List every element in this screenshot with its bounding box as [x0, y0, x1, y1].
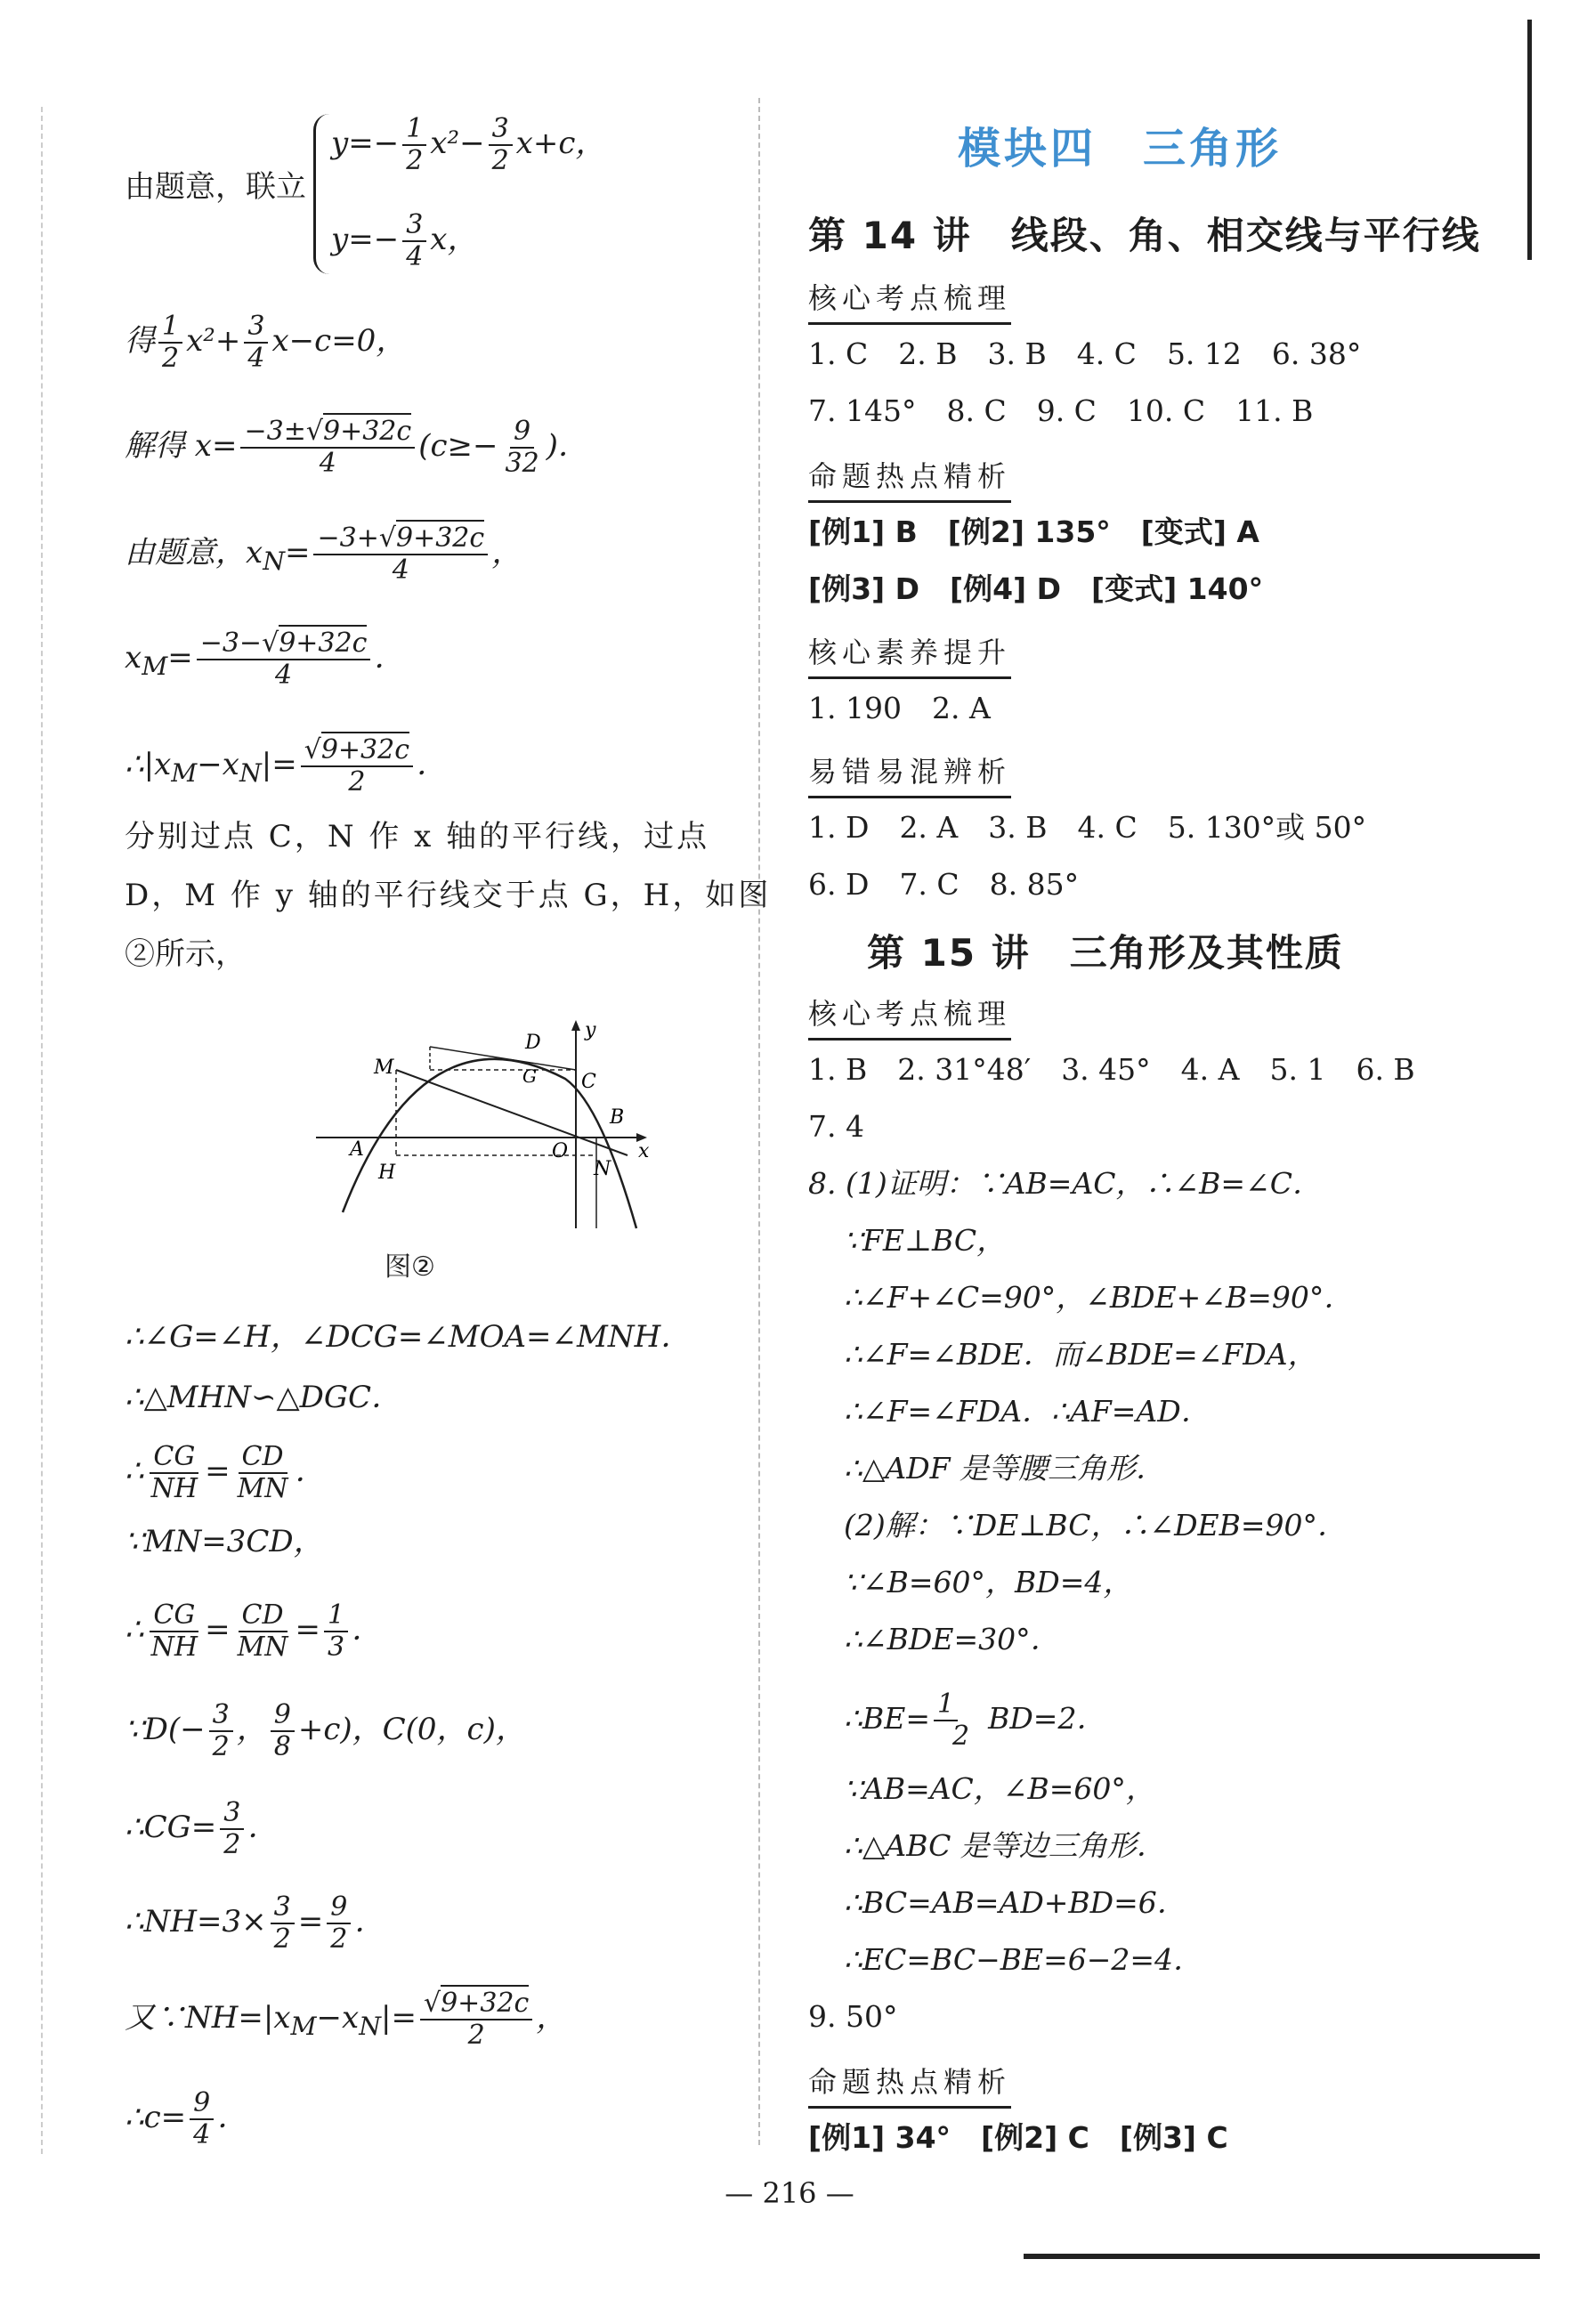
l15-core-row1: 1. B 2. 31°48′ 3. 45° 4. A 5. 1 6. B — [808, 1052, 1415, 1087]
ratio-line: ∴ $\frac{CG}{NH}$ = $\frac{CD}{MN}$ ． — [125, 1441, 326, 1504]
l15-sub-hot: 命题热点精析 — [808, 2060, 1011, 2109]
l14-core-row1: 1. C 2. B 3. B 4. C 5. 12 6. 38° — [808, 336, 1362, 371]
y-axis-arrow — [571, 1020, 580, 1031]
nh-abs-line: 又$\because NH=|x_M-x_N|=$ $\frac{√9+32c}{2}$ ， — [125, 1990, 566, 2049]
nh-line: ∴NH=3× $\frac{3}{2}$ = $\frac{9}{2}$ ． — [125, 1891, 385, 1955]
label-x: x — [638, 1140, 650, 1162]
label-A: A — [350, 1138, 364, 1161]
lecture-14-title: 第 14 讲 线段、角、相交线与平行线 — [808, 214, 1481, 257]
l14-hot-row1: [例1] B [例2] 135° [变式] A — [808, 514, 1259, 549]
problem8-line13: ∴BC=AB=AD+BD=6． — [844, 1885, 1186, 1920]
label-H: H — [378, 1162, 396, 1184]
l15-hot-row: [例1] 34° [例2] C [例3] C — [808, 2120, 1228, 2155]
problem8-line7: (2)解：∵DE⊥BC，∴∠DEB=90°． — [844, 1508, 1348, 1543]
problem8-line1: 8. (1)证明：∵AB=AC，∴∠B=∠C． — [808, 1166, 1322, 1201]
problem8-line14: ∴EC=BC−BE=6−2=4． — [844, 1942, 1203, 1977]
problem8-line4: ∴∠F=∠BDE．而∠BDE=∠FDA， — [844, 1337, 1317, 1372]
label-N: N — [594, 1158, 611, 1180]
problem8-line11: ∵AB=AC，∠B=60°， — [844, 1771, 1155, 1806]
lecture-15-title: 第 15 讲 三角形及其性质 — [867, 931, 1344, 975]
problem8-line3: ∴∠F+∠C=90°，∠BDE+∠B=90°． — [844, 1280, 1354, 1315]
paragraph-line-2: D，M 作 y 轴的平行线交于点 G，H，如图 — [125, 878, 772, 913]
mn-line: ∵MN=3CD， — [125, 1524, 324, 1559]
problem8-line10: ∴BE= 1 2 BD=2． — [844, 1688, 1106, 1752]
page-number: — 216 — — [725, 2176, 854, 2210]
solution-x: 解得 x= $\frac{-3\pm√9+32c}{4}$ (c≥− $\frac{9}{32}$ )． — [125, 418, 588, 477]
xn-expression: 由题意，$x_N=$ $\frac{-3+√9+32c}{4}$ ， — [125, 525, 522, 584]
l14-hot-row2: [例3] D [例4] D [变式] 140° — [808, 571, 1264, 606]
label-G: G — [522, 1065, 537, 1087]
page-edge-bar — [1527, 20, 1532, 260]
label-C: C — [581, 1071, 596, 1093]
l14-improve-row: 1. 190 2. A — [808, 691, 991, 725]
system-label: 由题意，联立 — [125, 169, 306, 205]
l14-error-row1: 1. D 2. A 3. B 4. C 5. 130°或 50° — [808, 810, 1367, 845]
l14-sub-error: 易错易混辨析 — [808, 749, 1011, 798]
problem8-line2: ∵FE⊥BC， — [844, 1223, 1007, 1258]
problem9: 9. 50° — [808, 1999, 898, 2034]
coordinates-line: ∵D(− $\frac{3}{2}$ ， $\frac{9}{8}$ +c)，C(0，c)， — [125, 1699, 526, 1762]
l14-error-row2: 6. D 7. C 8. 85° — [808, 867, 1080, 902]
figure-2 — [307, 1015, 663, 1246]
l14-sub-core: 核心考点梳理 — [808, 276, 1011, 325]
paragraph-line-3: ②所示， — [125, 936, 246, 972]
column-divider — [758, 98, 760, 2145]
equation-derived: 得 $\frac{1}{2}$ x²+ $\frac{3}{4}$ x−c=0， — [125, 311, 407, 374]
label-B: B — [610, 1106, 625, 1129]
figure-caption: 图② — [385, 1251, 435, 1283]
system-eq2: y=− $\frac{3}{4}$ x， — [331, 209, 478, 272]
problem8-line8: ∵∠B=60°，BD=4， — [844, 1565, 1133, 1599]
page-bottom-bar — [1024, 2254, 1540, 2259]
distance-expression: $\therefore|x_M-x_N|=$ $\frac{√9+32c}{2}$ ． — [125, 737, 447, 796]
l14-sub-hot: 命题热点精析 — [808, 454, 1011, 503]
system-eq1: y=− $\frac{1}{2}$ x²− $\frac{3}{2}$ x+c， — [331, 113, 606, 176]
label-y: y — [585, 1019, 596, 1041]
problem8-line9: ∴∠BDE=30°． — [844, 1622, 1060, 1656]
module-title: 模块四 三角形 — [958, 124, 1283, 174]
problem8-line6: ∴△ADF 是等腰三角形． — [844, 1451, 1166, 1486]
problem8-line5: ∴∠F=∠FDA．∴AF=AD． — [844, 1394, 1211, 1429]
xm-expression: $x_M=$ $\frac{-3-√9+32c}{4}$ ． — [125, 630, 404, 689]
c-value-line: ∴c= $\frac{9}{4}$ ． — [125, 2087, 248, 2150]
label-O: O — [552, 1140, 569, 1162]
l15-sub-core: 核心考点梳理 — [808, 992, 1011, 1041]
l14-sub-improve: 核心素养提升 — [808, 630, 1011, 679]
l15-core-row2: 7. 4 — [808, 1109, 864, 1144]
label-M: M — [374, 1057, 394, 1079]
line-dc — [430, 1047, 576, 1070]
left-margin-rule — [41, 107, 43, 2154]
l14-core-row2: 7. 145° 8. C 9. C 10. C 11. B — [808, 393, 1314, 428]
paragraph-line-1: 分别过点 C，N 作 x 轴的平行线，过点 — [125, 819, 710, 854]
system-brace — [313, 114, 332, 274]
angles-line: ∴∠G=∠H，∠DCG=∠MOA=∠MNH． — [125, 1319, 692, 1355]
ratio-value-line: ∴ $\frac{CG}{NH}$ = $\frac{CD}{MN}$ = $\frac{1}{3}$ ． — [125, 1599, 383, 1663]
label-D: D — [525, 1032, 541, 1054]
cg-line: ∴CG= $\frac{3}{2}$ ． — [125, 1797, 279, 1860]
problem8-line12: ∴△ABC 是等边三角形． — [844, 1828, 1166, 1863]
similar-line: ∴△MHN∽△DGC． — [125, 1380, 402, 1415]
